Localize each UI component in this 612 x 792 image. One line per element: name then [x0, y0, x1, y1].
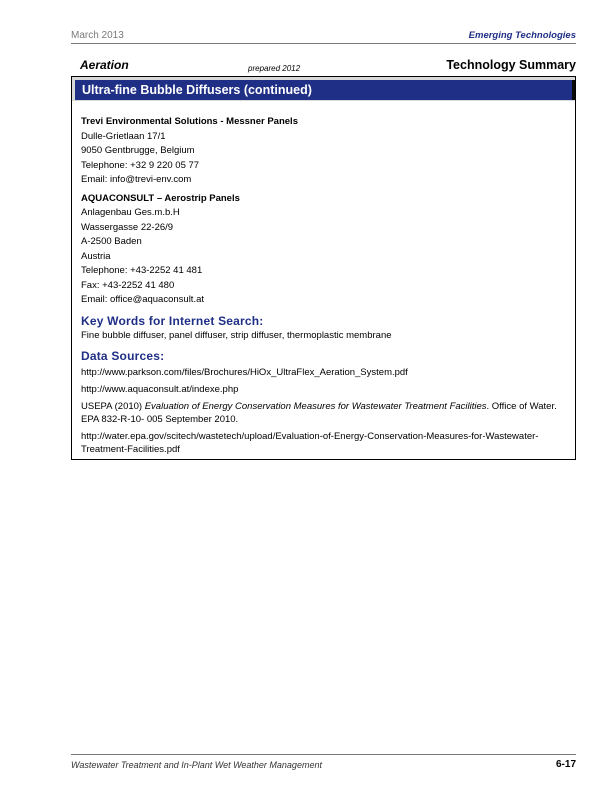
topic-label: Aeration — [80, 58, 129, 72]
source-link[interactable]: http://water.epa.gov/scitech/wastetech/upload/Evaluation-of-Energy-Conservation-Measures-for-Wastewater-Treatment-Facilities.pdf — [81, 431, 539, 455]
title-banner — [72, 77, 575, 101]
source-link[interactable]: http://www.aquaconsult.at/indexe.php — [81, 384, 239, 395]
contact-line: Austria — [81, 250, 111, 262]
header-section-title: Emerging Technologies — [468, 30, 576, 41]
contact-email: Email: office@aquaconsult.at — [81, 294, 205, 305]
contact-block — [81, 115, 571, 188]
technology-summary-label: Technology Summary — [446, 58, 576, 72]
page-number: 6-17 — [555, 759, 576, 770]
summary-box — [71, 76, 576, 460]
contact-line: A-2500 Baden — [81, 236, 142, 247]
footer-rule — [71, 754, 576, 755]
box-content — [81, 115, 571, 456]
contact-block — [81, 192, 571, 308]
contact-line: 9050 Gentbrugge, Belgium — [81, 145, 195, 156]
contact-line: Anlagenbau Ges.m.b.H — [81, 207, 180, 218]
source-link[interactable]: http://www.parkson.com/files/Brochures/HiOx_UltraFlex_Aeration_System.pdf — [81, 367, 408, 378]
header-rule — [71, 43, 576, 44]
footer-title: Wastewater Treatment and In-Plant Wet Weather Management — [71, 760, 322, 770]
contact-email: Email: info@trevi-env.com — [81, 174, 192, 185]
source-citation-title: Evaluation of Energy Conservation Measures for Wastewater Treatment Facilities — [144, 401, 487, 412]
contact-line: Telephone: +32 9 220 05 77 — [81, 159, 200, 171]
contact-line: Fax: +43-2252 41 480 — [81, 279, 175, 291]
prepared-label: prepared 2012 — [248, 64, 301, 73]
contact-line: Wassergasse 22-26/9 — [81, 221, 174, 233]
contact-name: Trevi Environmental Solutions - Messner Panels — [81, 116, 298, 127]
contact-line: Telephone: +43-2252 41 481 — [81, 265, 203, 276]
source-citation: USEPA (2010) Evaluation of Energy Conservation Measures for Wastewater Treatment Facilities. Office of Water. EPA 832-R-10- 005 September 2010. — [81, 401, 557, 425]
contact-line: Dulle-Grietlaan 17/1 — [81, 130, 166, 142]
header-date: March 2013 — [71, 30, 124, 41]
banner-title: Ultra-fine Bubble Diffusers (continued) — [82, 83, 312, 97]
data-sources-heading: Data Sources: — [81, 349, 165, 363]
keywords-text: Fine bubble diffuser, panel diffuser, strip diffuser, thermoplastic membrane — [81, 329, 392, 341]
contact-name: AQUACONSULT – Aerostrip Panels — [81, 192, 240, 204]
keywords-heading: Key Words for Internet Search: — [81, 313, 264, 328]
